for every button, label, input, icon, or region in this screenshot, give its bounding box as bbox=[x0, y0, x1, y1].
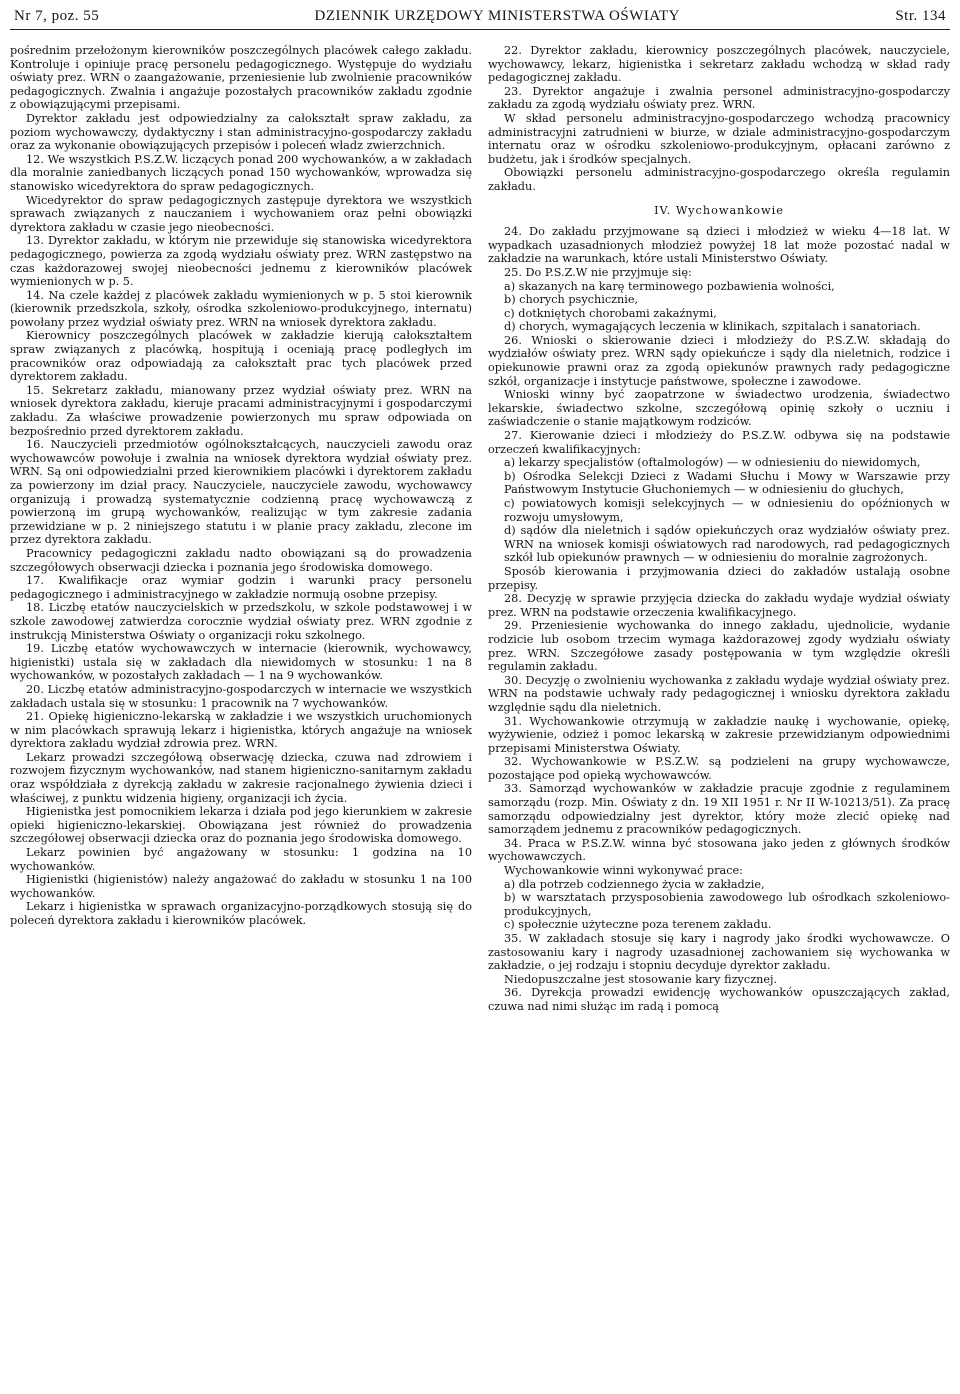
paragraph: 21. Opiekę higieniczno-lekarską w zakładzie i we wszystkich uruchomionych w nim placówkach sprawują lekarz i higienistka, których angażuje na wniosek dyrektora zakładu wydział zdrowia prez. WRN. bbox=[10, 710, 472, 751]
text-columns bbox=[10, 44, 950, 1014]
section-title: IV. Wychowankowie bbox=[654, 203, 784, 217]
paragraph: Dyrektor zakładu jest odpowiedzialny za całokształt spraw zakładu, za poziom wychowawczy, dydaktyczny i stan administracyjno-gospodarczy zakładu oraz za wykonanie obowiązujących przepisów i poleceń władz zwierzchnich. bbox=[10, 111, 472, 153]
paragraph: 27. Kierowanie dzieci i młodzieży do P.S.Z.W. odbywa się na podstawie orzeczeń kwalifikacyjnych: bbox=[488, 429, 950, 456]
paragraph: 18. Liczbę etatów nauczycielskich w przedszkolu, w szkole podstawowej i w szkole zawodowej zatwierdza corocznie wydział oświaty prez. WRN zgodnie z instrukcją Ministerstwa Oświaty o organizacji roku szkolnego. bbox=[10, 601, 472, 642]
paragraph: Wnioski winny być zaopatrzone w świadectwo urodzenia, świadectwo lekarskie, świadectwo szkolne, szczegółową opinię szkoły o uczniu i zaświadczenie o stanie majątkowym rodziców. bbox=[488, 388, 950, 429]
paragraph: 20. Liczbę etatów administracyjno-gospodarczych w internacie we wszystkich zakładach ustala się w stosunku: 1 pracownik na 7 wychowanków. bbox=[10, 682, 472, 710]
paragraph: 15. Sekretarz zakładu, mianowany przez wydział oświaty prez. WRN na wniosek dyrektora zakładu, kieruje pracami administracyjnymi i gospodarczymi zakładu. Za właściwe prowadzenie powierzonych mu spraw odpowiada on bezpośrednio przed dyrektorem zakładu. bbox=[10, 383, 472, 438]
paragraph: Higienistki (higienistów) należy angażować do zakładu w stosunku 1 na 100 wychowanków. bbox=[10, 873, 472, 900]
paragraph: d) chorych, wymagających leczenia w klinikach, szpitalach i sanatoriach. bbox=[504, 320, 921, 334]
paragraph: Wychowankowie winni wykonywać prace: bbox=[504, 864, 743, 878]
paragraph: 23. Dyrektor angażuje i zwalnia personel administracyjno-gospodarczy zakładu za zgodą wydziału oświaty prez. WRN. bbox=[488, 84, 950, 112]
paragraph: b) Ośrodka Selekcji Dzieci z Wadami Słuchu i Mowy w Warszawie przy Państwowym Instytucie Głuchoniemych — w odniesieniu do głuchych, bbox=[504, 469, 950, 497]
paragraph: 19. Liczbę etatów wychowawczych w internacie (kierownik, wychowawcy, higienistki) ustala się w zakładach dla niewidomych w stosunku: 1 na 8 wychowanków, w pozostałych zakładach — 1 na 9 wychowanków. bbox=[10, 642, 472, 683]
right-column-part-b bbox=[488, 225, 950, 1013]
paragraph: Niedopuszczalne jest stosowanie kary fizycznej. bbox=[504, 972, 778, 986]
paragraph: 30. Decyzję o zwolnieniu wychowanka z zakładu wydaje wydział oświaty prez. WRN na podstawie uchwały rady pedagogicznej i wniosku dyrektora zakładu względnie sądu dla nieletnich. bbox=[488, 673, 950, 714]
paragraph: Sposób kierowania i przyjmowania dzieci do zakładów ustalają osobne przepisy. bbox=[488, 564, 950, 592]
paragraph: 31. Wychowankowie otrzymują w zakładzie naukę i wychowanie, opiekę, wyżywienie, odzież i pomoc lekarską w zakresie przewidzianym odpowiednimi przepisami Ministerstwa Oświaty. bbox=[488, 714, 950, 755]
paragraph: 13. Dyrektor zakładu, w którym nie przewiduje się stanowiska wicedyrektora pedagogicznego, powierza za zgodą wydziału oświaty prez. WRN zastępstwo na czas każdorazowej swojej nieobecności jednemu z kierowników placówek wymienionych w p. 5. bbox=[10, 234, 472, 289]
paragraph: d) sądów dla nieletnich i sądów opiekuńczych oraz wydziałów oświaty prez. WRN na wniosek komisji oświatowych rad narodowych, rad pedagogicznych szkół lub opiekunów prawnych — w odniesieniu do moralnie zagrożonych. bbox=[504, 524, 950, 565]
paragraph: a) dla potrzeb codziennego życia w zakładzie, bbox=[504, 877, 765, 891]
paragraph: a) skazanych na karę terminowego pozbawienia wolności, bbox=[504, 279, 835, 293]
page-number: Str. 134 bbox=[895, 8, 946, 24]
paragraph: 29. Przeniesienie wychowanka do innego zakładu, ujednolicie, wydanie rodzicie lub osobom trzecim wymaga każdorazowej zgody wydziału oświaty prez. WRN. Szczegółowe zasady postępowania w tym względzie określi regulamin zakładu. bbox=[488, 619, 950, 674]
paragraph: b) chorych psychicznie, bbox=[504, 293, 639, 307]
paragraph: Lekarz powinien być angażowany w stosunku: 1 godzina na 10 wychowanków. bbox=[10, 846, 472, 873]
paragraph: c) powiatowych komisji selekcyjnych — w odniesieniu do opóźnionych w rozwoju umysłowym, bbox=[504, 497, 950, 524]
left-column bbox=[10, 44, 472, 1014]
paragraph: W skład personelu administracyjno-gospodarczego wchodzą pracownicy administracyjni zatrudnieni w biurze, w dziale administracyjno-gospodarczym internatu oraz w ośrodku szkoleniowo-produkcyjnym, opłacani zarówno z budżetu, jak i środków specjalnych. bbox=[488, 111, 950, 166]
paragraph: 22. Dyrektor zakładu, kierownicy poszczególnych placówek, nauczyciele, wychowawcy, lekarz, higienistka i sekretarz zakładu wchodzą w skład rady pedagogicznej zakładu. bbox=[488, 44, 950, 85]
journal-title: DZIENNIK URZĘDOWY MINISTERSTWA OŚWIATY bbox=[314, 8, 681, 24]
paragraph: 14. Na czele każdej z placówek zakładu wymienionych w p. 5 stoi kierownik (kierownik przedszkola, szkoły, ośrodka szkoleniowo-produkcyjnego, internatu) powołany przez wydział oświaty prez. WRN na wniosek dyrektora zakładu. bbox=[10, 288, 472, 329]
paragraph: 33. Samorząd wychowanków w zakładzie pracuje zgodnie z regulaminem samorządu (rozp. Min. Oświaty z dn. 19 XII 1951 r. Nr II W-10213/51). Za pracę samorządu odpowiedzialny jest dyrektor, który może zlecić opiekę nad samorządem jednemu z pracowników pedagogicznych. bbox=[488, 782, 950, 837]
paragraph: Obowiązki personelu administracyjno-gospodarczego określa regulamin zakładu. bbox=[488, 166, 950, 193]
paragraph: 32. Wychowankowie w P.S.Z.W. są podzieleni na grupy wychowawcze, pozostające pod opieką wychowawców. bbox=[488, 755, 950, 782]
paragraph: a) lekarzy specjalistów (oftalmologów) — w odniesieniu do niewidomych, bbox=[504, 456, 921, 470]
paragraph: b) w warsztatach przysposobienia zawodowego lub ośrodkach szkoleniowo-produkcyjnych, bbox=[504, 891, 950, 918]
paragraph: pośrednim przełożonym kierowników poszczególnych placówek całego zakładu. Kontroluje i opiniuje pracę personelu pedagogicznego. Występuje do wydziału oświaty prez. WRN o zaangażowanie, przeniesienie lub zwolnienie pracowników pedagogicznych. Zwalnia i angażuje pozostałych pracowników zakładu zgodnie z obowiązującymi przepisami. bbox=[10, 44, 472, 112]
paragraph: Wicedyrektor do spraw pedagogicznych zastępuje dyrektora we wszystkich sprawach związanych z nauczaniem i wychowaniem oraz pełni obowiązki dyrektora zakładu w czasie jego nieobecności. bbox=[10, 193, 472, 234]
paragraph: Lekarz prowadzi szczegółową obserwację dziecka, czuwa nad zdrowiem i rozwojem fizycznym wychowanków, nad stanem higieniczno-sanitarnym zakładu oraz współdziała z dyrekcją zakładu w zakresie racjonalnego żywienia dzieci i właściwej, z punktu widzenia higieny, organizacji ich życia. bbox=[10, 750, 472, 805]
paragraph: Lekarz i higienistka w sprawach organizacyjno-porządkowych stosują się do poleceń dyrektora zakładu i kierowników placówek. bbox=[10, 900, 472, 927]
paragraph: 12. We wszystkich P.S.Z.W. liczących ponad 200 wychowanków, a w zakładach dla moralnie zaniedbanych liczących ponad 150 wychowanków, wprowadza się stanowisko wicedyrektora do spraw pedagogicznych. bbox=[10, 152, 472, 193]
paragraph: c) społecznie użyteczne poza terenem zakładu. bbox=[504, 918, 772, 932]
issue-number: Nr 7, poz. 55 bbox=[14, 8, 100, 24]
paragraph: 17. Kwalifikacje oraz wymiar godzin i warunki pracy personelu pedagogicznego i administracyjnego w zakładzie normują osobne przepisy. bbox=[10, 574, 472, 601]
paragraph: 16. Nauczycieli przedmiotów ogólnokształcących, nauczycieli zawodu oraz wychowawców powołuje i zwalnia na wniosek dyrektora wydział oświaty prez. WRN. Są oni odpowiedzialni przed kierownikiem placówki i dyrektorem zakładu za powierzony im dział pracy. Nauczyciele, nauczyciele zawodu, wychowawcy organizują i prowadzą systematycznie codzienną pracę wychowawczą z powierzoną im grupą wychowanków, realizując w tym zakresie zadania przewidziane w p. 2 niniejszego statutu i w planie pracy zakładu, zlecone im przez dyrektora zakładu. bbox=[10, 438, 472, 547]
paragraph: 24. Do zakładu przyjmowane są dzieci i młodzież w wieku 4—18 lat. W wypadkach uzasadnionych młodzież powyżej 18 lat może pozostać nadal w zakładzie na warunkach, które ustali Ministerstwo Oświaty. bbox=[488, 225, 950, 266]
paragraph: 25. Do P.S.Z.W nie przyjmuje się: bbox=[504, 265, 692, 279]
paragraph: 36. Dyrekcja prowadzi ewidencję wychowanków opuszczających zakład, czuwa nad nimi służąc im radą i pomocą bbox=[488, 986, 950, 1013]
paragraph: Pracownicy pedagogiczni zakładu nadto obowiązani są do prowadzenia szczegółowych obserwacji dziecka i poznania jego środowiska domowego. bbox=[10, 546, 472, 574]
paragraph: c) dotkniętych chorobami zakaźnymi, bbox=[504, 306, 717, 320]
paragraph: 34. Praca w P.S.Z.W. winna być stosowana jako jeden z głównych środków wychowawczych. bbox=[488, 836, 950, 864]
right-column-part-a bbox=[488, 44, 950, 194]
page-header bbox=[10, 8, 950, 30]
paragraph: 26. Wnioski o skierowanie dzieci i młodzieży do P.S.Z.W. składają do wydziałów oświaty prez. WRN sądy opiekuńcze i sądy dla nieletnich, rodzice i opiekunowie prawni oraz za zgodą opiekunów prawnych rady pedagogiczne szkół, organizacje i instytucje państwowe, społeczne i zawodowe. bbox=[488, 333, 950, 388]
paragraph: 35. W zakładach stosuje się kary i nagrody jako środki wychowawcze. O zastosowaniu kary i nagrody uzasadnionej zachowaniem się wychowanka w zakładzie, o jej rodzaju i stopniu decyduje dyrektor zakładu. bbox=[488, 932, 950, 973]
right-column bbox=[488, 44, 950, 1014]
paragraph: Kierownicy poszczególnych placówek w zakładzie kierują całokształtem spraw związanych z placówką, hospitują i oceniają pracę podległych im pracowników oraz odpowiadają za całokształt prac tych placówek przed dyrektorem zakładu. bbox=[10, 329, 472, 384]
paragraph: Higienistka jest pomocnikiem lekarza i działa pod jego kierunkiem w zakresie opieki higieniczno-lekarskiej. Obowiązana jest również do prowadzenia szczegółowej obserwacji dziecka oraz do poznania jego środowiska domowego. bbox=[10, 805, 472, 846]
paragraph: 28. Decyzję w sprawie przyjęcia dziecka do zakładu wydaje wydział oświaty prez. WRN na podstawie orzeczenia kwalifikacyjnego. bbox=[488, 592, 950, 619]
